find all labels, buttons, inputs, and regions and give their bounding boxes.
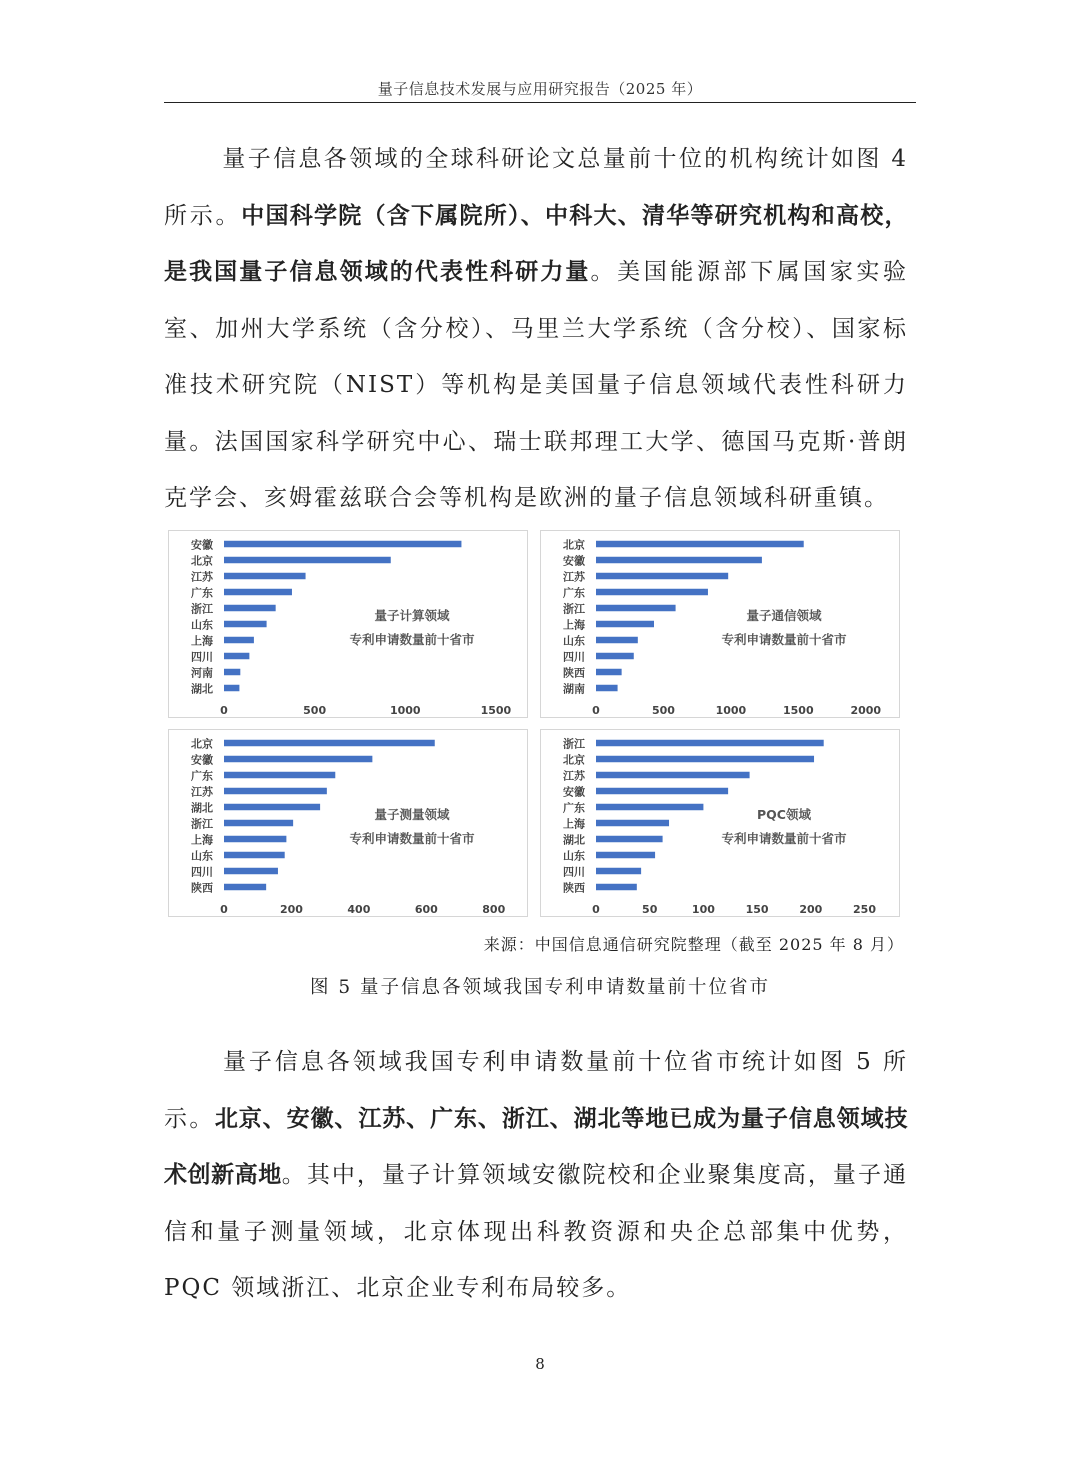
category-label: 江苏 [563, 570, 585, 584]
chart-caption-subtitle: 专利申请数量前十省市 [349, 831, 475, 846]
category-label: 浙江 [563, 737, 585, 751]
bar [224, 573, 306, 580]
bar [224, 589, 292, 596]
category-label: 湖北 [191, 801, 213, 815]
category-label: 河南 [191, 666, 213, 680]
category-label: 上海 [563, 618, 585, 632]
category-label: 北京 [563, 538, 585, 552]
chart-panel-quantum-measurement [168, 729, 528, 917]
category-label: 浙江 [563, 602, 585, 616]
bar [596, 804, 703, 811]
bar [224, 605, 276, 612]
bar [224, 541, 461, 548]
category-label: 陕西 [191, 881, 213, 895]
bar [596, 756, 814, 763]
category-label: 陕西 [563, 881, 585, 895]
category-label: 北京 [563, 753, 585, 767]
paragraph-lead: 量子信息各领域的全球科研论文总量前十位的机构统计如图 4 所示。 [164, 146, 908, 229]
category-label: 江苏 [191, 570, 213, 584]
chart-panel-quantum-communication [540, 530, 900, 718]
category-label: 浙江 [191, 817, 213, 831]
category-label: 四川 [191, 650, 213, 664]
x-tick-label: 1000 [715, 704, 747, 717]
bar [596, 868, 641, 875]
bar [596, 820, 669, 827]
bar [596, 621, 654, 628]
paragraph-tail: 。美国能源部下属国家实验室、加州大学系统（含分校）、马里兰大学系统（含分校）、国家标准技术研究院（NIST）等机构是美国量子信息领域代表性科研力量。法国国家科学研究中心、瑞士联邦理工大学、德国马克斯·普朗克学会、亥姆霍兹联合会等机构是欧洲的量子信息领域科研重镇。 [164, 259, 909, 511]
page-number: 8 [535, 1355, 545, 1373]
x-tick-label: 1500 [480, 704, 512, 717]
figure-source: 来源：中国信息通信研究院整理（截至 2025 年 8 月） [483, 935, 904, 954]
bar [596, 589, 708, 596]
paragraph-institutions [164, 131, 908, 527]
x-tick-label: 1500 [783, 704, 814, 717]
category-label: 广东 [563, 586, 585, 600]
chart-caption [699, 604, 869, 652]
bar [596, 772, 750, 779]
bar [596, 836, 663, 843]
bar [224, 653, 249, 660]
category-label: 浙江 [191, 602, 213, 616]
bar [224, 804, 320, 811]
x-tick-label: 2000 [850, 704, 882, 717]
bar [224, 669, 240, 676]
chart-caption-field: 量子计算领域 [374, 608, 450, 623]
chart-caption-subtitle: 专利申请数量前十省市 [721, 632, 847, 647]
x-tick-label: 400 [347, 903, 371, 916]
bar [596, 557, 762, 564]
chart-caption [327, 604, 497, 652]
x-tick-label: 1000 [389, 704, 421, 717]
x-tick-label: 100 [691, 903, 715, 916]
category-label: 四川 [563, 650, 585, 664]
category-label: 湖南 [563, 682, 585, 696]
category-label: 湖北 [563, 833, 585, 847]
bar [224, 852, 285, 859]
figure-caption: 图 5 量子信息各领域我国专利申请数量前十位省市 [309, 977, 771, 998]
paragraph-tail: 。其中，量子计算领域安徽院校和企业聚集度高，量子通信和量子测量领域，北京体现出科教资源和央企总部集中优势，PQC 领域浙江、北京企业专利布局较多。 [164, 1162, 909, 1301]
x-tick-label: 250 [853, 903, 877, 916]
chart-caption-field: PQC领域 [757, 807, 811, 822]
x-tick-label: 150 [745, 903, 769, 916]
bar [224, 756, 372, 763]
x-tick-label: 800 [482, 903, 506, 916]
category-label: 安徽 [191, 753, 213, 767]
category-label: 山东 [563, 849, 585, 863]
paragraph-patents [164, 1034, 908, 1317]
category-label: 山东 [191, 849, 213, 863]
bar [596, 884, 637, 891]
x-tick-label: 600 [414, 903, 438, 916]
bar [224, 772, 335, 779]
category-label: 四川 [563, 865, 585, 879]
category-label: 安徽 [563, 554, 585, 568]
category-label: 北京 [191, 554, 213, 568]
category-label: 安徽 [191, 538, 213, 552]
category-label: 上海 [191, 833, 213, 847]
chart-caption-field: 量子通信领域 [746, 608, 822, 623]
paragraph-highlight: 北京、安徽、江苏、广东、浙江、湖北等地已成为量子信息领域技术创新高地 [164, 1105, 909, 1188]
bar [596, 637, 638, 644]
chart-caption-field: 量子测量领域 [374, 807, 450, 822]
category-label: 北京 [191, 737, 213, 751]
category-label: 江苏 [191, 785, 213, 799]
x-tick-label: 500 [303, 704, 327, 717]
chart-caption [327, 803, 497, 851]
bar [224, 868, 278, 875]
bar [596, 685, 618, 692]
bar [224, 820, 293, 827]
chart-panel-quantum-computing [168, 530, 528, 718]
bar [596, 669, 622, 676]
category-label: 山东 [563, 634, 585, 648]
bar [224, 884, 266, 891]
category-label: 陕西 [563, 666, 585, 680]
bar [596, 605, 676, 612]
bar [224, 836, 286, 843]
bar [596, 573, 728, 580]
paragraph-highlight: 中国科学院（含下属院所）、中科大、清华等研究机构和高校，是我国量子信息领域的代表性科研力量 [164, 202, 908, 285]
x-tick-label: 0 [220, 903, 228, 916]
category-label: 安徽 [563, 785, 585, 799]
running-header: 量子信息技术发展与应用研究报告（2025 年） [377, 80, 703, 98]
x-tick-label: 500 [651, 704, 675, 717]
x-tick-label: 0 [592, 903, 600, 916]
category-label: 山东 [191, 618, 213, 632]
bar [596, 653, 634, 660]
chart-caption-subtitle: 专利申请数量前十省市 [349, 632, 475, 647]
bar [224, 788, 327, 795]
category-label: 上海 [191, 634, 213, 648]
x-tick-label: 0 [220, 704, 228, 717]
header-rule [164, 102, 916, 103]
bar [596, 788, 728, 795]
bar [596, 541, 804, 548]
category-label: 四川 [191, 865, 213, 879]
chart-caption-subtitle: 专利申请数量前十省市 [721, 831, 847, 846]
category-label: 江苏 [563, 769, 585, 783]
bar [224, 740, 435, 747]
bar [224, 637, 254, 644]
category-label: 广东 [191, 769, 213, 783]
paragraph-lead: 量子信息各领域我国专利申请数量前十位省市统计如图 5 所示。 [164, 1049, 908, 1132]
bar [224, 621, 267, 628]
x-tick-label: 0 [592, 704, 600, 717]
bar [224, 557, 391, 564]
x-tick-label: 200 [799, 903, 823, 916]
category-label: 上海 [563, 817, 585, 831]
category-label: 广东 [191, 586, 213, 600]
bar [596, 852, 655, 859]
category-label: 湖北 [191, 682, 213, 696]
bar [224, 685, 239, 692]
x-tick-label: 200 [279, 903, 303, 916]
chart-caption [699, 803, 869, 851]
chart-panel-pqc [540, 729, 900, 917]
bar [596, 740, 824, 747]
x-tick-label: 50 [642, 903, 658, 916]
category-label: 广东 [563, 801, 585, 815]
